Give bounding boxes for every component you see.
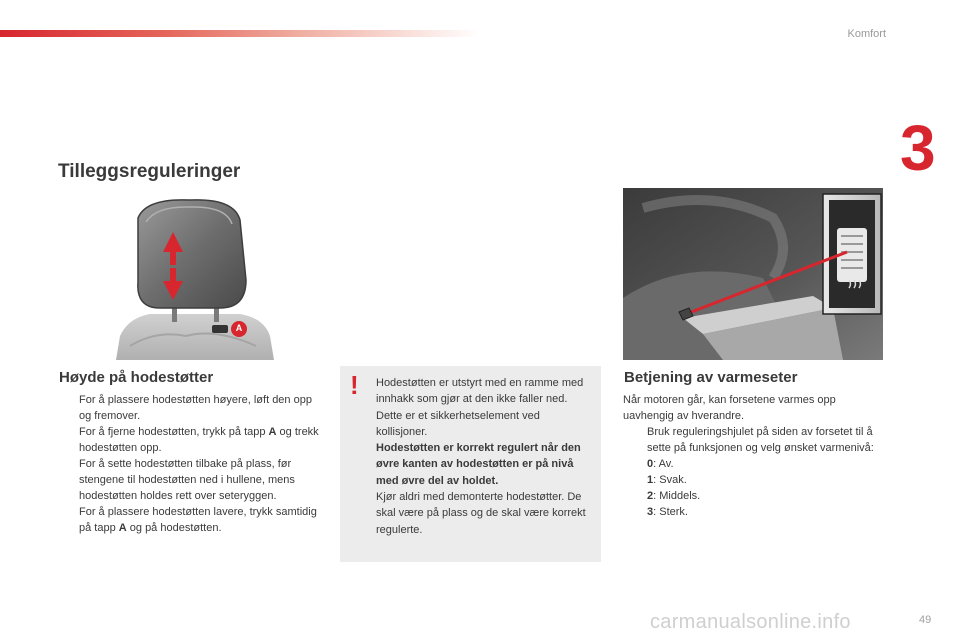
heat-level-item: 2: Middels. [647,490,701,502]
heated-seats-heading: Betjening av varmeseter [624,369,798,386]
page-number: 49 [919,614,932,626]
page-title: Tilleggsreguleringer [58,161,241,182]
warning-emphasis: Hodestøtten er korrekt regulert når den øvre kanten av hodestøtten er på nivå med øvre del av holdet. [376,442,581,487]
warning-paragraph: Kjør aldri med demonterte hodestøtter. De skal være på plass og de skal være korrekt regulerte. [376,491,586,536]
headrest-height-heading: Høyde på hodestøtter [59,369,214,386]
list-item: Bruk reguleringshjulet på siden av forsetet til å sette på funksjonen og velg ønsket varmenivå: [647,426,874,454]
warning-box [340,366,601,562]
tab-a-marker-label: A [235,323,243,333]
warning-text [376,375,592,538]
watermark: carmanualsonline.info [650,611,851,633]
list-item: For å fjerne hodestøtten, trykk på tapp A og trekk hodestøtten opp. [79,426,319,454]
list-item: For å plassere hodestøtten lavere, trykk samtidig på tapp A og på hodestøtten. [79,506,317,534]
heat-level-item: 1: Svak. [647,474,687,486]
heat-level-item: 3: Sterk. [647,506,688,518]
list-item: For å plassere hodestøtten høyere, løft den opp og fremover. [79,394,312,422]
warning-paragraph: Hodestøtten er utstyrt med en ramme med innhakk som gjør at den ikke faller ned. Dette er et sikkerhetselement ved kollisjoner. [376,377,584,438]
headrest-illustration [116,196,274,360]
header-accent-bar [0,30,480,37]
warning-exclamation-icon: ! [350,370,359,400]
heat-level-item: 0: Av. [647,458,674,470]
heated-seats-text [623,392,888,520]
chapter-number: 3 [900,112,936,184]
section-header: Komfort [847,28,886,40]
heating-intro: Når motoren går, kan forsetene varmes opp uavhengig av hverandre. [623,394,836,422]
seat-heater-photo [623,188,883,360]
list-item: For å sette hodestøtten tilbake på plass, før stengene til hodestøtten ned i hullene, mens hodestøtten holdes rett over seteryggen. [79,458,295,502]
headrest-instructions [60,392,325,536]
